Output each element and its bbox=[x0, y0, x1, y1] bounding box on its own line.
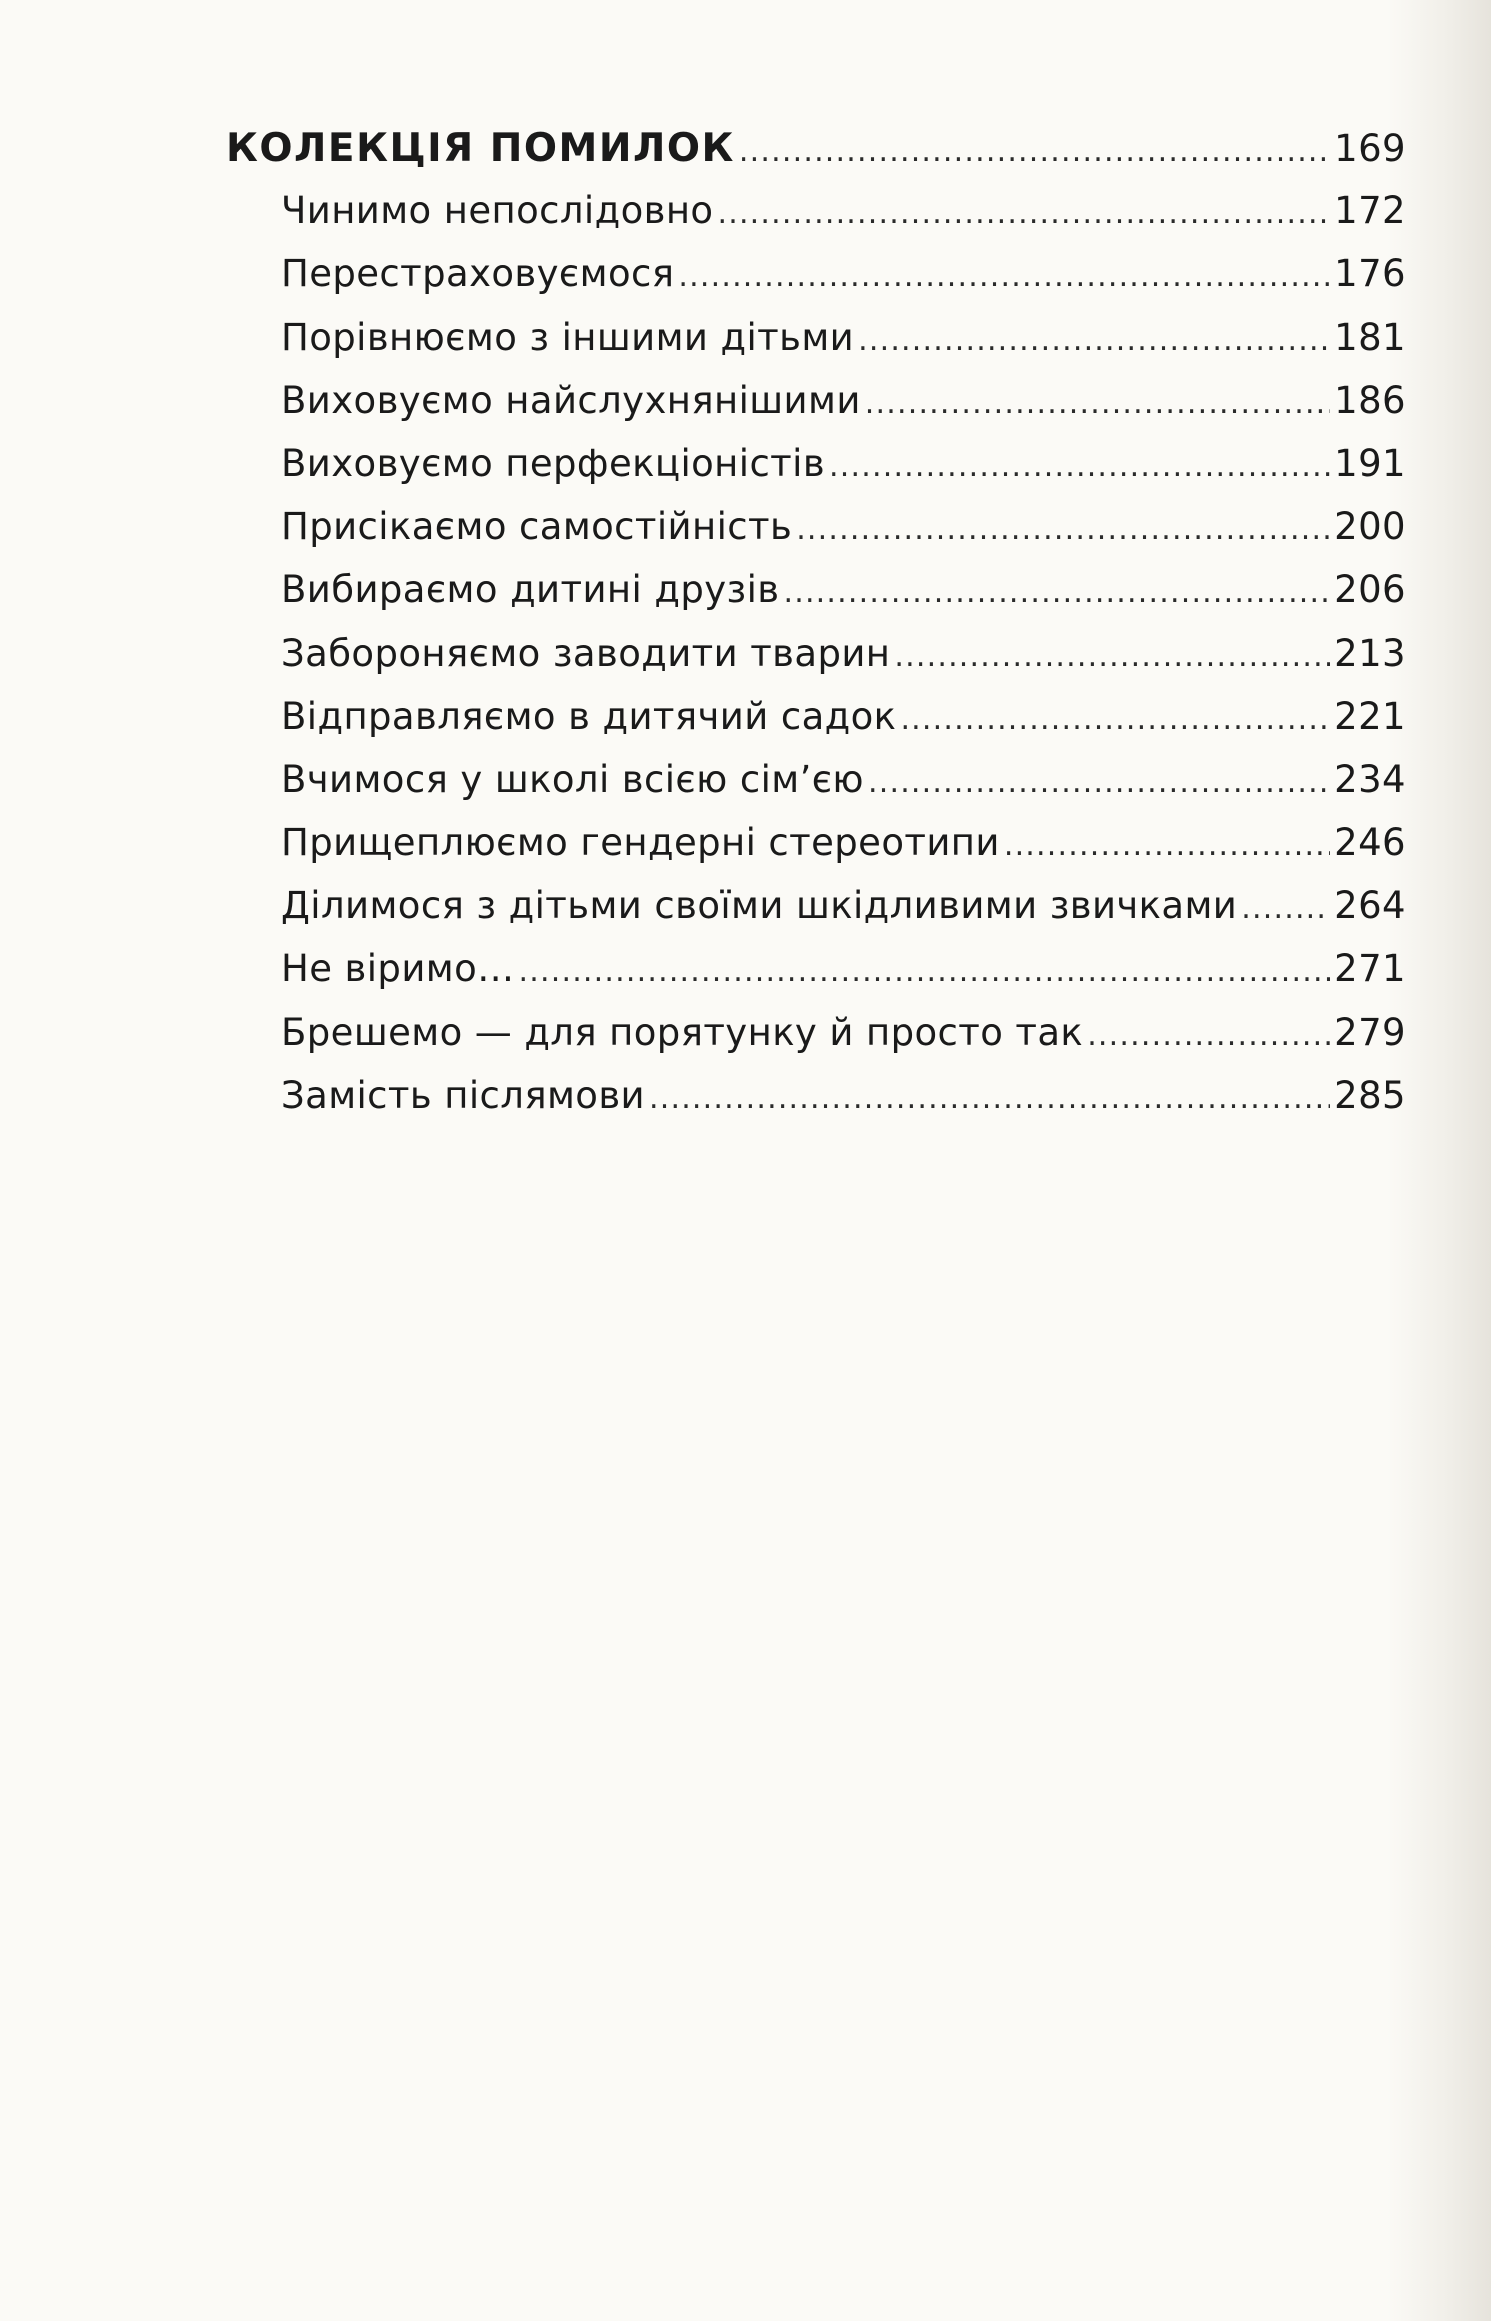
toc-entry-title: Чинимо непослідовно bbox=[281, 189, 714, 233]
toc-entry-title: Відправляємо в дитячий садок bbox=[281, 694, 897, 738]
toc-entry bbox=[226, 505, 1406, 568]
toc-entry-page: 213 bbox=[1334, 631, 1406, 675]
toc-entry bbox=[226, 568, 1406, 631]
toc-entry bbox=[226, 695, 1406, 758]
table-of-contents bbox=[226, 126, 1406, 1137]
toc-entry-title: Вибираємо дитині друзів bbox=[281, 568, 780, 612]
dot-leader bbox=[519, 954, 1331, 989]
toc-heading-title: КОЛЕКЦІЯ ПОМИЛОК bbox=[226, 126, 735, 171]
toc-entry-page: 172 bbox=[1334, 189, 1406, 233]
dot-leader bbox=[1004, 828, 1330, 863]
toc-entry bbox=[226, 316, 1406, 379]
toc-entry-title: Вчимося у школі всією сім’єю bbox=[281, 757, 864, 801]
toc-entry-page: 176 bbox=[1334, 252, 1406, 296]
dot-leader bbox=[1241, 891, 1330, 926]
toc-entry-title: Не віримо… bbox=[281, 947, 515, 991]
dot-leader bbox=[868, 765, 1330, 800]
toc-entry bbox=[226, 252, 1406, 315]
toc-entry bbox=[226, 1074, 1406, 1137]
toc-entry-page: 285 bbox=[1334, 1073, 1406, 1117]
toc-entry-title: Перестраховуємося bbox=[281, 252, 675, 296]
dot-leader bbox=[717, 196, 1330, 231]
toc-entry-title: Замість післямови bbox=[281, 1073, 645, 1117]
dot-leader bbox=[1087, 1018, 1330, 1053]
toc-entry-page: 279 bbox=[1334, 1010, 1406, 1054]
toc-entry-page: 264 bbox=[1334, 884, 1406, 928]
dot-leader bbox=[783, 575, 1330, 610]
dot-leader bbox=[900, 702, 1330, 737]
toc-entry bbox=[226, 442, 1406, 505]
toc-entry-page: 221 bbox=[1334, 694, 1406, 738]
toc-entry bbox=[226, 884, 1406, 947]
toc-entry-page: 181 bbox=[1334, 315, 1406, 359]
toc-entry bbox=[226, 758, 1406, 821]
dot-leader bbox=[649, 1081, 1330, 1116]
dot-leader bbox=[678, 259, 1330, 294]
toc-entry-page: 271 bbox=[1334, 947, 1406, 991]
dot-leader bbox=[796, 512, 1330, 547]
toc-entry-page: 206 bbox=[1334, 568, 1406, 612]
toc-entry bbox=[226, 1011, 1406, 1074]
toc-entry bbox=[226, 821, 1406, 884]
toc-entry bbox=[226, 947, 1406, 1010]
toc-entry-title: Ділимося з дітьми своїми шкідливими звичками bbox=[281, 884, 1238, 928]
dot-leader bbox=[739, 134, 1330, 169]
toc-entry-title: Порівнюємо з іншими дітьми bbox=[281, 315, 855, 359]
toc-entry bbox=[226, 632, 1406, 695]
toc-entry-title: Виховуємо найслухнянішими bbox=[281, 378, 861, 422]
dot-leader bbox=[829, 449, 1330, 484]
toc-entry-title: Прищеплюємо гендерні стереотипи bbox=[281, 821, 1000, 865]
toc-entry bbox=[226, 379, 1406, 442]
toc-entry-page: 246 bbox=[1334, 821, 1406, 865]
toc-entry-title: Виховуємо перфекціоністів bbox=[281, 441, 826, 485]
toc-section-heading bbox=[226, 126, 1406, 189]
dot-leader bbox=[894, 639, 1330, 674]
toc-entry-title: Брешемо — для порятунку й просто так bbox=[281, 1010, 1084, 1054]
toc-entry bbox=[226, 189, 1406, 252]
toc-entry-page: 200 bbox=[1334, 505, 1406, 549]
dot-leader bbox=[865, 386, 1330, 421]
toc-entry-page: 191 bbox=[1334, 441, 1406, 485]
toc-heading-page: 169 bbox=[1334, 127, 1406, 170]
toc-entry-title: Забороняємо заводити тварин bbox=[281, 631, 891, 675]
toc-entry-title: Присікаємо самостійність bbox=[281, 505, 793, 549]
toc-entry-page: 186 bbox=[1334, 378, 1406, 422]
toc-entry-page: 234 bbox=[1334, 757, 1406, 801]
dot-leader bbox=[858, 323, 1330, 358]
